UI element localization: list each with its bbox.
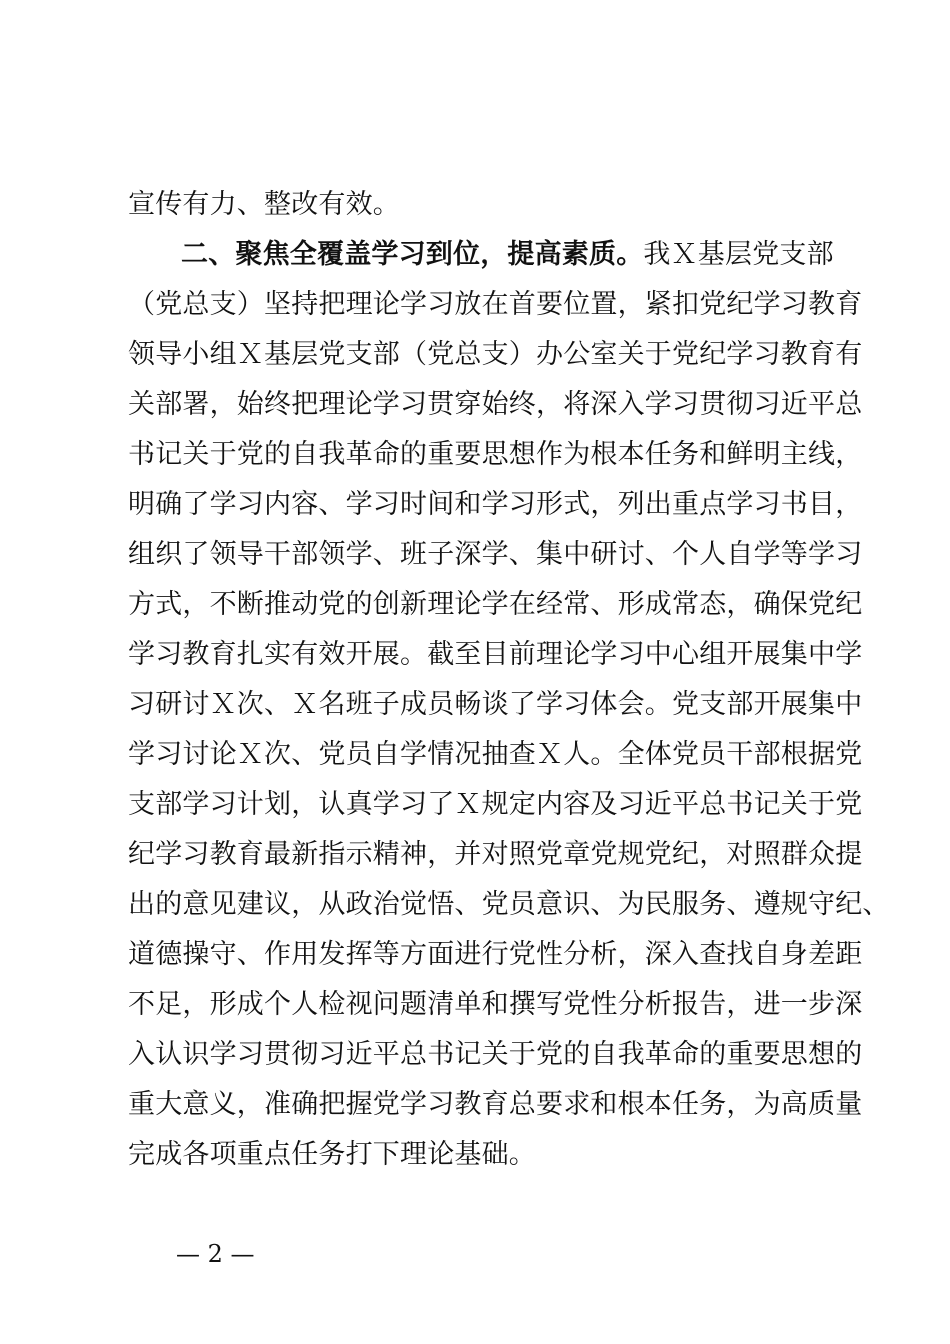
- body-line: 书记关于党的自我革命的重要思想作为根本任务和鲜明主线，: [128, 439, 863, 470]
- body-line: 完成各项重点任务打下理论基础。: [128, 1139, 536, 1170]
- body-line: （党总支）坚持把理论学习放在首要位置，紧扣党纪学习教育: [128, 289, 863, 320]
- body-line: 方式，不断推动党的创新理论学在经常、形成常态，确保党纪: [128, 589, 863, 620]
- body-line: 入认识学习贯彻习近平总书记关于党的自我革命的重要思想的: [128, 1039, 863, 1070]
- body-line: 纪学习教育最新指示精神，并对照党章党规党纪，对照群众提: [128, 839, 863, 870]
- section-first-line-text: 我Ｘ基层党支部: [643, 239, 834, 270]
- body-line: 学习教育扎实有效开展。截至目前理论学习中心组开展集中学: [128, 639, 863, 670]
- body-line: 组织了领导干部领学、班子深学、集中研讨、个人自学等学习: [128, 539, 863, 570]
- continuation-line: 宣传有力、整改有效。: [128, 189, 400, 220]
- body-line: 学习讨论Ｘ次、党员自学情况抽查Ｘ人。全体党员干部根据党: [128, 739, 863, 770]
- section-heading: 二、聚焦全覆盖学习到位，提高素质。: [181, 239, 644, 270]
- body-line: 支部学习计划，认真学习了Ｘ规定内容及习近平总书记关于党: [128, 789, 863, 820]
- section-first-line: [181, 230, 834, 280]
- body-line: 领导小组Ｘ基层党支部（党总支）办公室关于党纪学习教育有: [128, 339, 863, 370]
- body-line: 出的意见建议，从政治觉悟、党员意识、为民服务、遵规守纪、: [128, 889, 890, 920]
- body-line: 道德操守、作用发挥等方面进行党性分析，深入查找自身差距: [128, 939, 863, 970]
- body-line: 习研讨Ｘ次、Ｘ名班子成员畅谈了学习体会。党支部开展集中: [128, 689, 863, 720]
- body-line: 重大意义，准确把握党学习教育总要求和根本任务，为高质量: [128, 1089, 863, 1120]
- body-line: 关部署，始终把理论学习贯穿始终，将深入学习贯彻习近平总: [128, 389, 863, 420]
- page-number: — 2 —: [176, 1240, 255, 1268]
- body-line: 不足，形成个人检视问题清单和撰写党性分析报告，进一步深: [128, 989, 863, 1020]
- body-line: 明确了学习内容、学习时间和学习形式，列出重点学习书目，: [128, 489, 863, 520]
